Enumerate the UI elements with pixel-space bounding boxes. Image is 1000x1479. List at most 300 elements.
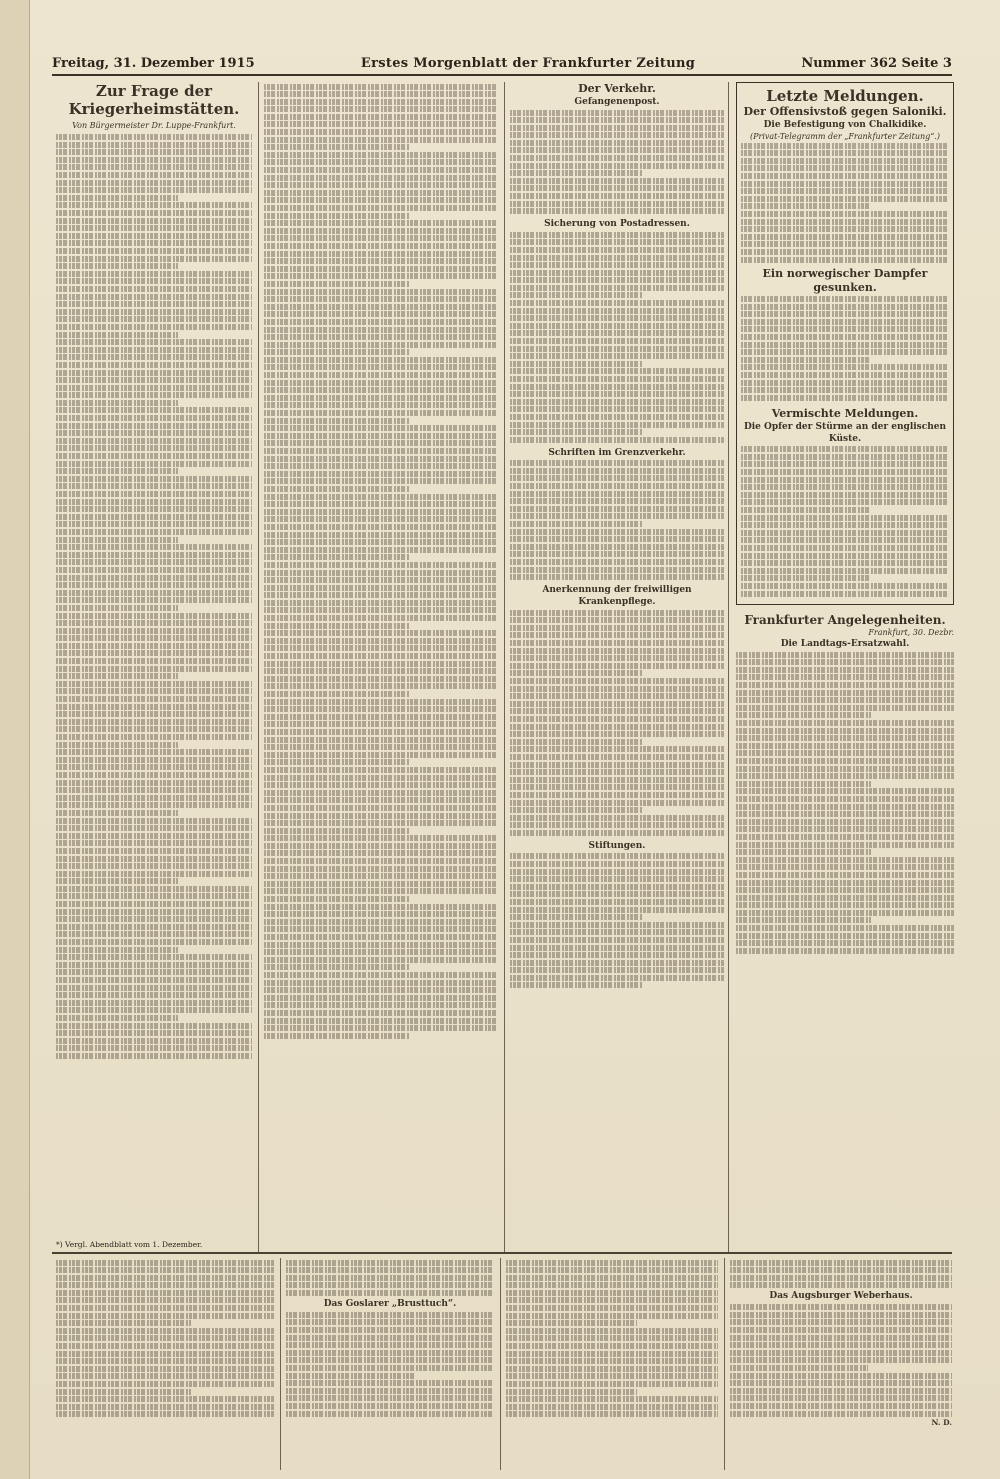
illegible-text-line — [736, 728, 954, 734]
illegible-text-line — [741, 241, 949, 247]
illegible-text-line — [286, 1411, 494, 1417]
illegible-text-line — [510, 815, 724, 821]
subheading: Ein norwegischer Dampfer gesunken. — [762, 266, 928, 294]
illegible-text-line — [264, 121, 498, 127]
illegible-text-line — [510, 739, 643, 745]
illegible-text-line — [741, 150, 949, 156]
illegible-text-line — [741, 304, 949, 310]
illegible-text-line — [510, 201, 724, 207]
illegible-text-line — [264, 395, 498, 401]
illegible-text-line — [741, 349, 949, 355]
illegible-text-line — [510, 506, 724, 512]
illegible-text-line — [264, 949, 498, 955]
lower-column-4 — [730, 1258, 952, 1428]
illegible-text-line — [510, 270, 724, 276]
illegible-text-line — [264, 319, 498, 325]
illegible-text-line — [264, 592, 498, 598]
article-body — [510, 610, 724, 836]
illegible-text-line — [741, 461, 949, 467]
illegible-text-line — [510, 323, 724, 329]
illegible-text-line — [56, 856, 252, 862]
illegible-text-line — [741, 446, 949, 452]
illegible-text-line — [741, 380, 949, 386]
illegible-text-line — [264, 645, 498, 651]
illegible-text-line — [264, 638, 498, 644]
illegible-text-line — [56, 332, 178, 338]
illegible-text-line — [56, 818, 252, 824]
dateline: Frankfurt, 30. Dezbr. — [868, 628, 954, 638]
illegible-text-line — [264, 235, 498, 241]
illegible-text-line — [56, 924, 252, 930]
footnote: *) Vergl. Abendblatt vom 1. Dezember. — [56, 1240, 203, 1249]
illegible-text-line — [506, 1282, 718, 1288]
illegible-text-line — [730, 1342, 952, 1348]
illegible-text-line — [56, 878, 178, 884]
illegible-text-line — [56, 757, 252, 763]
masthead — [52, 52, 952, 76]
illegible-text-line — [56, 453, 252, 459]
illegible-text-line — [264, 486, 409, 492]
illegible-text-line — [510, 521, 643, 527]
illegible-text-line — [56, 719, 252, 725]
illegible-text-line — [56, 704, 252, 710]
illegible-text-line — [56, 1290, 274, 1296]
illegible-text-line — [286, 1342, 494, 1348]
illegible-text-line — [56, 233, 252, 239]
illegible-text-line — [736, 834, 954, 840]
illegible-text-line — [264, 494, 498, 500]
illegible-text-line — [264, 888, 498, 894]
illegible-text-line — [286, 1290, 494, 1296]
illegible-text-line — [741, 196, 949, 202]
illegible-text-line — [56, 1260, 274, 1266]
illegible-text-line — [56, 491, 252, 497]
illegible-text-line — [264, 850, 498, 856]
illegible-text-line — [56, 1030, 252, 1036]
illegible-text-line — [741, 575, 870, 581]
illegible-text-line — [510, 853, 724, 859]
subheading: Gefangenenpost. — [574, 97, 660, 107]
illegible-text-line — [56, 316, 252, 322]
illegible-text-line — [56, 954, 252, 960]
illegible-text-line — [506, 1328, 718, 1334]
illegible-text-line — [56, 544, 252, 550]
illegible-text-line — [506, 1389, 637, 1395]
illegible-text-line — [730, 1260, 952, 1266]
illegible-text-line — [741, 326, 949, 332]
illegible-text-line — [264, 828, 409, 834]
illegible-text-line — [264, 873, 498, 879]
illegible-text-line — [56, 347, 252, 353]
illegible-text-line — [264, 775, 498, 781]
illegible-text-line — [510, 975, 724, 981]
illegible-text-line — [264, 721, 498, 727]
illegible-text-line — [510, 376, 724, 382]
subheading: Schriften im Grenzverkehr. — [548, 447, 686, 458]
illegible-text-line — [56, 985, 252, 991]
illegible-text-line — [264, 615, 498, 621]
illegible-text-line — [730, 1388, 952, 1394]
illegible-text-line — [56, 1351, 274, 1357]
illegible-text-line — [506, 1267, 718, 1273]
illegible-text-line — [506, 1351, 718, 1357]
article-byline: Von Bürgermeister Dr. Luppe-Frankfurt. — [72, 121, 236, 130]
illegible-text-line — [510, 544, 724, 550]
illegible-text-line — [264, 987, 498, 993]
illegible-text-line — [286, 1350, 494, 1356]
illegible-text-line — [741, 226, 949, 232]
column-rule — [280, 1258, 281, 1470]
illegible-text-line — [264, 547, 498, 553]
illegible-text-line — [730, 1350, 952, 1356]
illegible-text-line — [56, 309, 252, 315]
illegible-text-line — [56, 278, 252, 284]
illegible-text-line — [264, 425, 498, 431]
illegible-text-line — [510, 513, 724, 519]
illegible-text-line — [264, 972, 498, 978]
illegible-text-line — [730, 1275, 952, 1281]
illegible-text-line — [56, 1366, 274, 1372]
illegible-text-line — [510, 232, 724, 238]
illegible-text-line — [510, 330, 724, 336]
illegible-text-line — [264, 668, 498, 674]
illegible-text-line — [506, 1411, 718, 1417]
illegible-text-line — [741, 484, 949, 490]
illegible-text-line — [506, 1335, 718, 1341]
illegible-text-line — [264, 387, 498, 393]
illegible-text-line — [510, 559, 724, 565]
illegible-text-line — [286, 1403, 494, 1409]
article-body — [510, 232, 724, 443]
illegible-text-line — [510, 185, 724, 191]
article-body — [741, 446, 949, 596]
illegible-text-line — [56, 802, 252, 808]
illegible-text-line — [510, 429, 643, 435]
illegible-text-line — [56, 377, 252, 383]
illegible-text-line — [56, 407, 252, 413]
illegible-text-line — [264, 471, 498, 477]
illegible-text-line — [264, 683, 498, 689]
illegible-text-line — [56, 521, 252, 527]
latest-news-box — [736, 82, 954, 605]
illegible-text-line — [510, 625, 724, 631]
illegible-text-line — [56, 696, 252, 702]
illegible-text-line — [56, 931, 252, 937]
illegible-text-line — [506, 1396, 718, 1402]
illegible-text-line — [286, 1275, 494, 1281]
illegible-text-line — [264, 418, 409, 424]
illegible-text-line — [56, 863, 252, 869]
illegible-text-line — [510, 460, 724, 466]
subheading: Der Offensivstoß gegen Saloniki. — [743, 105, 947, 118]
illegible-text-line — [264, 759, 409, 765]
illegible-text-line — [56, 650, 252, 656]
illegible-text-line — [510, 982, 643, 988]
illegible-text-line — [264, 410, 498, 416]
illegible-text-line — [56, 1343, 274, 1349]
illegible-text-line — [741, 219, 949, 225]
illegible-text-line — [56, 962, 252, 968]
illegible-text-line — [264, 661, 498, 667]
illegible-text-line — [56, 529, 252, 535]
illegible-text-line — [510, 922, 724, 928]
illegible-text-line — [506, 1373, 718, 1379]
illegible-text-line — [506, 1305, 718, 1311]
illegible-text-line — [264, 577, 498, 583]
illegible-text-line — [56, 1282, 274, 1288]
illegible-text-line — [286, 1335, 494, 1341]
illegible-text-line — [736, 842, 954, 848]
illegible-text-line — [286, 1395, 494, 1401]
illegible-text-line — [510, 125, 724, 131]
illegible-text-line — [56, 559, 252, 565]
illegible-text-line — [56, 886, 252, 892]
illegible-text-line — [56, 734, 252, 740]
illegible-text-line — [736, 902, 954, 908]
illegible-text-line — [264, 380, 498, 386]
illegible-text-line — [510, 468, 724, 474]
illegible-text-line — [510, 346, 724, 352]
illegible-text-line — [510, 193, 724, 199]
illegible-text-line — [510, 406, 724, 412]
illegible-text-line — [741, 234, 949, 240]
illegible-text-line — [510, 368, 724, 374]
illegible-text-line — [56, 1000, 252, 1006]
illegible-text-line — [264, 456, 498, 462]
illegible-text-line — [736, 948, 954, 954]
illegible-text-line — [286, 1312, 494, 1318]
illegible-text-line — [510, 247, 724, 253]
illegible-text-line — [264, 220, 498, 226]
illegible-text-line — [510, 239, 724, 245]
illegible-text-line — [736, 766, 954, 772]
illegible-text-line — [264, 706, 498, 712]
illegible-text-line — [510, 807, 643, 813]
illegible-text-line — [736, 849, 871, 855]
illegible-text-line — [510, 610, 724, 616]
subheading: Stiftungen. — [588, 840, 646, 851]
illegible-text-line — [510, 937, 724, 943]
illegible-text-line — [56, 666, 252, 672]
illegible-text-line — [741, 203, 870, 209]
article-body — [736, 652, 954, 954]
illegible-text-line — [56, 787, 252, 793]
illegible-text-line — [264, 797, 498, 803]
illegible-text-line — [736, 895, 954, 901]
illegible-text-line — [264, 782, 498, 788]
illegible-text-line — [510, 147, 724, 153]
illegible-text-line — [510, 178, 724, 184]
illegible-text-line — [730, 1395, 952, 1401]
illegible-text-line — [741, 357, 870, 363]
illegible-text-line — [510, 262, 724, 268]
illegible-text-line — [286, 1380, 494, 1386]
illegible-text-line — [56, 1396, 274, 1402]
article-headline: Zur Frage der Kriegerheimstätten. — [68, 82, 240, 118]
illegible-text-line — [264, 228, 498, 234]
illegible-text-line — [264, 729, 498, 735]
illegible-text-line — [264, 129, 498, 135]
article-body — [286, 1260, 494, 1296]
illegible-text-line — [264, 911, 498, 917]
illegible-text-line — [741, 560, 949, 566]
illegible-text-line — [741, 319, 949, 325]
illegible-text-line — [264, 334, 498, 340]
illegible-text-line — [510, 822, 724, 828]
illegible-text-line — [264, 304, 498, 310]
illegible-text-line — [56, 1007, 252, 1013]
illegible-text-line — [730, 1304, 952, 1310]
illegible-text-line — [264, 691, 409, 697]
illegible-text-line — [56, 871, 252, 877]
illegible-text-line — [264, 714, 498, 720]
illegible-text-line — [56, 673, 178, 679]
illegible-text-line — [264, 273, 498, 279]
illegible-text-line — [286, 1282, 494, 1288]
illegible-text-line — [264, 289, 498, 295]
illegible-text-line — [56, 825, 252, 831]
illegible-text-line — [510, 414, 724, 420]
illegible-text-line — [264, 357, 498, 363]
illegible-text-line — [56, 643, 252, 649]
illegible-text-line — [510, 475, 724, 481]
illegible-text-line — [741, 522, 949, 528]
illegible-text-line — [56, 658, 252, 664]
illegible-text-line — [510, 967, 724, 973]
illegible-text-line — [264, 805, 498, 811]
illegible-text-line — [741, 537, 949, 543]
subheading: Sicherung von Postadressen. — [544, 219, 690, 230]
illegible-text-line — [510, 208, 724, 214]
illegible-text-line — [56, 301, 252, 307]
illegible-text-line — [741, 395, 949, 401]
illegible-text-line — [510, 769, 724, 775]
illegible-text-line — [736, 712, 871, 718]
illegible-text-line — [510, 155, 724, 161]
subheading: Die Befestigung von Chalkidike. — [763, 120, 927, 130]
illegible-text-line — [56, 1335, 274, 1341]
illegible-text-line — [56, 833, 252, 839]
subheading: Anerkennung der freiwilligen Krankenpflege. — [542, 585, 692, 608]
illegible-text-line — [510, 754, 724, 760]
illegible-text-line — [736, 880, 954, 886]
illegible-text-line — [736, 735, 954, 741]
article-body — [741, 296, 949, 401]
illegible-text-line — [56, 613, 252, 619]
illegible-text-line — [510, 617, 724, 623]
illegible-text-line — [264, 167, 498, 173]
illegible-text-line — [56, 461, 252, 467]
illegible-text-line — [736, 720, 954, 726]
illegible-text-line — [56, 764, 252, 770]
illegible-text-line — [264, 957, 498, 963]
illegible-text-line — [741, 469, 949, 475]
illegible-text-line — [736, 925, 954, 931]
illegible-text-line — [56, 240, 252, 246]
illegible-text-line — [56, 499, 252, 505]
illegible-text-line — [56, 415, 252, 421]
illegible-text-line — [264, 91, 498, 97]
illegible-text-line — [510, 952, 724, 958]
illegible-text-line — [264, 372, 498, 378]
illegible-text-line — [56, 916, 252, 922]
illegible-text-line — [56, 506, 252, 512]
illegible-text-line — [510, 117, 724, 123]
illegible-text-line — [741, 311, 949, 317]
illegible-text-line — [264, 942, 498, 948]
illegible-text-line — [56, 947, 178, 953]
illegible-text-line — [736, 933, 954, 939]
section-heading: Letzte Meldungen. — [766, 87, 924, 105]
illegible-text-line — [56, 590, 252, 596]
illegible-text-line — [56, 1411, 274, 1417]
illegible-text-line — [56, 476, 252, 482]
illegible-text-line — [264, 327, 498, 333]
illegible-text-line — [56, 575, 252, 581]
illegible-text-line — [56, 977, 252, 983]
illegible-text-line — [736, 750, 954, 756]
illegible-text-line — [264, 532, 498, 538]
illegible-text-line — [736, 872, 954, 878]
illegible-text-line — [56, 726, 252, 732]
illegible-text-line — [264, 182, 498, 188]
illegible-text-line — [736, 743, 954, 749]
illegible-text-line — [56, 248, 252, 254]
illegible-text-line — [264, 699, 498, 705]
illegible-text-line — [736, 674, 954, 680]
illegible-text-line — [741, 530, 949, 536]
illegible-text-line — [56, 225, 252, 231]
subheading: Die Opfer der Stürme an der englischen Küste. — [743, 421, 947, 444]
illegible-text-line — [56, 172, 252, 178]
illegible-text-line — [264, 744, 498, 750]
illegible-text-line — [264, 676, 498, 682]
illegible-text-line — [264, 752, 498, 758]
illegible-text-line — [730, 1267, 952, 1273]
illegible-text-line — [510, 353, 724, 359]
illegible-text-line — [510, 170, 643, 176]
illegible-text-line — [264, 266, 498, 272]
illegible-text-line — [741, 143, 949, 149]
illegible-text-line — [56, 992, 252, 998]
illegible-text-line — [264, 653, 498, 659]
illegible-text-line — [741, 249, 949, 255]
illegible-text-line — [56, 597, 252, 603]
illegible-text-line — [56, 370, 252, 376]
masthead-number: Nummer 362 Seite 3 — [801, 56, 952, 71]
illegible-text-line — [264, 501, 498, 507]
article-body — [506, 1260, 718, 1418]
illegible-text-line — [264, 159, 498, 165]
illegible-text-line — [264, 205, 498, 211]
illegible-text-line — [56, 567, 252, 573]
illegible-text-line — [741, 342, 949, 348]
illegible-text-line — [286, 1357, 494, 1363]
illegible-text-line — [741, 591, 949, 597]
illegible-text-line — [56, 142, 252, 148]
illegible-text-line — [56, 939, 252, 945]
illegible-text-line — [264, 281, 409, 287]
illegible-text-line — [730, 1335, 952, 1341]
illegible-text-line — [741, 477, 949, 483]
illegible-text-line — [264, 251, 498, 257]
illegible-text-line — [56, 202, 252, 208]
lower-column-1 — [56, 1258, 274, 1419]
article-body — [510, 110, 724, 215]
illegible-text-line — [730, 1373, 952, 1379]
illegible-text-line — [264, 1033, 409, 1039]
illegible-text-line — [264, 402, 498, 408]
